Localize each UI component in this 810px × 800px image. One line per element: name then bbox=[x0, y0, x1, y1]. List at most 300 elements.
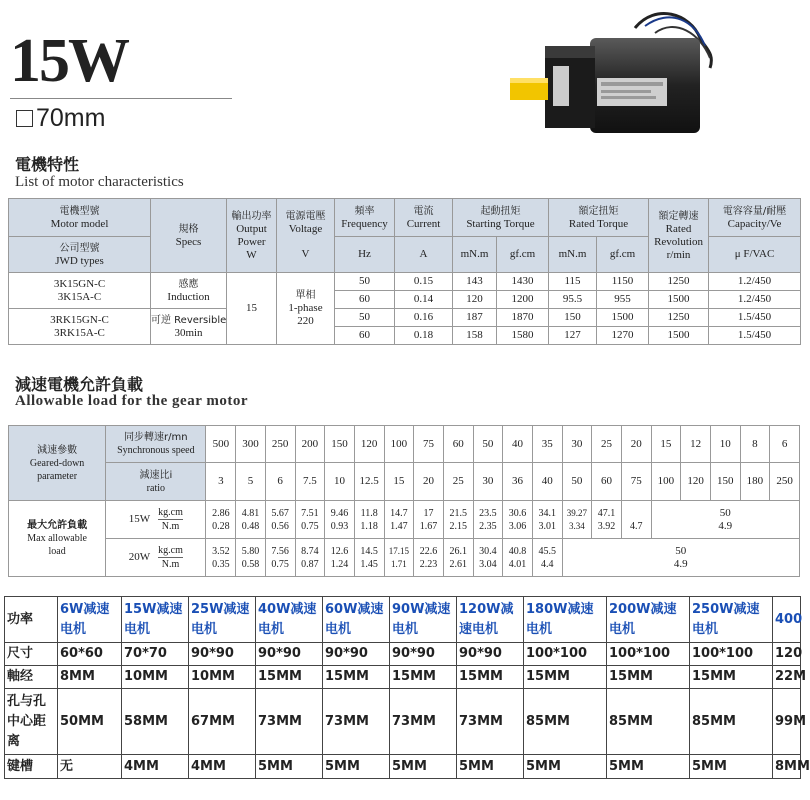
model-1: 3K15GN-C bbox=[53, 277, 106, 290]
cell: 10 bbox=[710, 426, 740, 463]
cell: 187 bbox=[453, 309, 497, 327]
cell bbox=[206, 501, 236, 539]
voltage-header bbox=[277, 199, 335, 273]
cell bbox=[325, 501, 355, 539]
motor-characteristics-title-en: List of motor characteristics bbox=[15, 174, 184, 190]
table-row bbox=[9, 309, 801, 327]
cell: 50 bbox=[562, 463, 592, 501]
value-nm: 0.35 bbox=[212, 558, 230, 570]
cell: 60 bbox=[443, 426, 473, 463]
voltage-header-cn: 電源電壓 bbox=[285, 211, 326, 222]
cell: 100*100 bbox=[607, 643, 690, 666]
value-kg: 22.6 bbox=[419, 545, 438, 557]
cell: 60W减速电机 bbox=[323, 597, 390, 643]
cell: 90*90 bbox=[256, 643, 323, 666]
cell: 12.5 bbox=[354, 463, 384, 501]
current-header-en: Current bbox=[406, 217, 441, 230]
value-nm: 2.15 bbox=[449, 520, 467, 532]
load-20w-max bbox=[562, 539, 799, 577]
cell: 1150 bbox=[597, 273, 649, 291]
spec-1-en: Induction bbox=[167, 290, 210, 303]
value-kg: 34.1 bbox=[538, 507, 556, 519]
power-header-en: Power bbox=[237, 235, 266, 248]
cell: 120 bbox=[773, 643, 801, 666]
cell: 90W减速电机 bbox=[390, 597, 457, 643]
allowable-load-table bbox=[8, 425, 800, 577]
cell: 15MM bbox=[256, 666, 323, 689]
rated-torque-header bbox=[549, 199, 649, 237]
cell: 15MM bbox=[607, 666, 690, 689]
cell: 5MM bbox=[607, 755, 690, 779]
value-nm: 0.75 bbox=[301, 520, 319, 532]
rated-torque-header-cn: 額定扭矩 bbox=[578, 205, 619, 217]
value-kg: 7.51 bbox=[301, 507, 319, 519]
cell: 100 bbox=[651, 463, 681, 501]
cell: 22M bbox=[773, 666, 801, 689]
unit-nm: N.m bbox=[161, 559, 180, 570]
shaft-row bbox=[5, 666, 801, 689]
model-header bbox=[9, 199, 151, 237]
cell: 70*70 bbox=[122, 643, 189, 666]
cell bbox=[236, 539, 266, 577]
t1-header-row-1 bbox=[9, 199, 801, 237]
voltage-unit: V bbox=[301, 248, 310, 260]
cell: 4MM bbox=[189, 755, 256, 779]
cell: 1580 bbox=[497, 327, 549, 345]
cell: 0.16 bbox=[395, 309, 453, 327]
cell: 4MM bbox=[122, 755, 189, 779]
cell: 120 bbox=[354, 426, 384, 463]
value-kg: 14.5 bbox=[360, 545, 378, 557]
rated-torque-unit-mnm: mN.m bbox=[549, 237, 597, 273]
value-nm: 4.4 bbox=[540, 558, 554, 570]
value-nm: 0.75 bbox=[271, 558, 289, 570]
value-kg: 30.4 bbox=[479, 545, 497, 557]
cell: 25 bbox=[443, 463, 473, 501]
cell bbox=[473, 539, 503, 577]
gear-motor-dimensions-table bbox=[4, 596, 810, 779]
cell: 35 bbox=[532, 426, 562, 463]
cell: 1430 bbox=[497, 273, 549, 291]
value-kg: 9.46 bbox=[330, 507, 349, 519]
cell: 25 bbox=[592, 426, 622, 463]
cell: 250 bbox=[265, 426, 295, 463]
frequency-header-en: Frequency bbox=[341, 217, 388, 230]
cell bbox=[562, 501, 592, 539]
max-load-en2: load bbox=[48, 546, 66, 557]
cell bbox=[384, 501, 414, 539]
value-kg: 4.81 bbox=[241, 507, 260, 519]
hole-label-3: 离 bbox=[7, 733, 21, 749]
max-load-header bbox=[9, 501, 106, 577]
specs-header-cn: 規格 bbox=[178, 223, 199, 235]
cell: 99M bbox=[773, 689, 801, 755]
model-header-en: Motor model bbox=[50, 217, 109, 230]
spec-group-1 bbox=[151, 273, 227, 309]
value-kg: 45.5 bbox=[538, 545, 556, 557]
value-nm: 3.92 bbox=[597, 520, 616, 532]
max-load-en: Max allowable bbox=[27, 533, 87, 544]
ratio-header bbox=[106, 463, 206, 501]
cell bbox=[503, 539, 533, 577]
keyway-row bbox=[5, 755, 801, 779]
cell: 100 bbox=[384, 426, 414, 463]
value-nm: 1.71 bbox=[390, 558, 407, 569]
spec-2-cn: 可逆 Reversible bbox=[151, 314, 227, 326]
capacity-header-cn: 電容容量/耐壓 bbox=[722, 205, 787, 217]
ratio-cn: 減速比i bbox=[139, 469, 173, 481]
power-row bbox=[5, 597, 801, 643]
cell: 58MM bbox=[122, 689, 189, 755]
cell: 120 bbox=[453, 291, 497, 309]
table-row bbox=[9, 273, 801, 291]
model-2b: 3RK15A-C bbox=[54, 326, 105, 339]
frame-size bbox=[16, 104, 105, 132]
value-nm: 1.18 bbox=[360, 520, 378, 532]
load-15w-row bbox=[9, 501, 800, 539]
cell: 85MM bbox=[607, 689, 690, 755]
cell: 75 bbox=[414, 426, 444, 463]
load-15w-label bbox=[106, 501, 206, 539]
value-kg: 23.5 bbox=[479, 507, 497, 519]
motor-characteristics-title-cn: 電機特性 bbox=[15, 155, 80, 174]
output-header-cn: 輸出功率 bbox=[231, 210, 272, 222]
value-nm: 2.23 bbox=[419, 558, 438, 570]
starting-torque-header-en: Starting Torque bbox=[466, 217, 535, 230]
cell: 30 bbox=[473, 463, 503, 501]
cell: 50 bbox=[335, 309, 395, 327]
rated-torque-unit-gfcm: gf.cm bbox=[597, 237, 649, 273]
cell bbox=[354, 501, 384, 539]
cell: 100*100 bbox=[690, 643, 773, 666]
voltage-number: 220 bbox=[297, 315, 314, 327]
row-label-hole bbox=[5, 689, 58, 755]
cell: 30 bbox=[562, 426, 592, 463]
value-nm: 3.06 bbox=[508, 520, 527, 532]
page-title: 15W bbox=[10, 27, 128, 95]
value-kg: 40.8 bbox=[508, 545, 527, 557]
square-symbol-icon bbox=[16, 110, 33, 127]
cell: 143 bbox=[453, 273, 497, 291]
value-kg: 50 bbox=[675, 544, 687, 557]
cell: 10MM bbox=[122, 666, 189, 689]
value-kg: 11.8 bbox=[360, 507, 378, 519]
value-nm: 4.9 bbox=[673, 557, 688, 570]
cell: 15MM bbox=[323, 666, 390, 689]
rated-speed-header-en: Rated bbox=[665, 222, 692, 235]
voltage-en: 1-phase bbox=[288, 302, 323, 314]
cell bbox=[414, 501, 444, 539]
cell: 60 bbox=[335, 291, 395, 309]
cell bbox=[236, 501, 266, 539]
cell: 6 bbox=[770, 426, 800, 463]
frequency-unit: Hz bbox=[335, 237, 395, 273]
value-nm: 1.45 bbox=[360, 558, 378, 570]
cell: 15 bbox=[651, 426, 681, 463]
value-nm: 0.28 bbox=[212, 520, 230, 532]
cell bbox=[384, 539, 414, 577]
cell bbox=[295, 501, 325, 539]
cell: 40 bbox=[532, 463, 562, 501]
allowable-load-title-en: Allowable load for the gear motor bbox=[15, 393, 248, 409]
cell: 20 bbox=[621, 426, 651, 463]
hole-label-1: 孔与孔 bbox=[7, 693, 47, 709]
cell: 1.2/450 bbox=[709, 273, 801, 291]
cell: 15MM bbox=[690, 666, 773, 689]
cell: 250 bbox=[770, 463, 800, 501]
row-label-shaft: 軸经 bbox=[5, 666, 58, 689]
cell: 1500 bbox=[597, 309, 649, 327]
cell bbox=[532, 501, 562, 539]
value-kg: 8.74 bbox=[301, 545, 319, 557]
model-group-1 bbox=[9, 273, 151, 309]
rated-speed-header-en2: Revolution bbox=[654, 235, 703, 248]
cell: 5MM bbox=[323, 755, 390, 779]
unit-kgcm: kg.cm bbox=[158, 507, 183, 518]
cell: 200W减速电机 bbox=[607, 597, 690, 643]
cell: 50MM bbox=[58, 689, 122, 755]
cell: 60 bbox=[592, 463, 622, 501]
value-nm: 0.87 bbox=[301, 558, 319, 570]
cell: 90*90 bbox=[189, 643, 256, 666]
cell bbox=[473, 501, 503, 539]
value-kg: 26.1 bbox=[449, 545, 467, 557]
cell: 3 bbox=[206, 463, 236, 501]
specs-header bbox=[151, 199, 227, 273]
cell: 73MM bbox=[256, 689, 323, 755]
value-kg: 47.1 bbox=[597, 507, 616, 519]
value-kg: 50 bbox=[719, 506, 731, 519]
geared-param-en: Geared-down bbox=[29, 457, 85, 469]
value-nm: 3.34 bbox=[569, 520, 585, 531]
sync-speed-en: Synchronous speed bbox=[117, 445, 195, 456]
cell: 40 bbox=[503, 426, 533, 463]
cell: 73MM bbox=[457, 689, 524, 755]
starting-torque-unit-mnm: mN.m bbox=[453, 237, 497, 273]
cell: 120W减速电机 bbox=[457, 597, 524, 643]
value-nm: 1.67 bbox=[419, 520, 438, 532]
company-header-cn: 公司型號 bbox=[59, 242, 100, 254]
cell: 115 bbox=[549, 273, 597, 291]
cell: 90*90 bbox=[390, 643, 457, 666]
cell: 90*90 bbox=[323, 643, 390, 666]
cell: 1.5/450 bbox=[709, 327, 801, 345]
row-label-power: 功率 bbox=[5, 597, 58, 643]
hole-label-2: 中心距 bbox=[7, 713, 47, 729]
cell: 5MM bbox=[524, 755, 607, 779]
value-nm: 0.48 bbox=[241, 520, 260, 532]
cell: 67MM bbox=[189, 689, 256, 755]
cell: 12 bbox=[681, 426, 711, 463]
cell: 25W减速电机 bbox=[189, 597, 256, 643]
value-nm: 0.93 bbox=[330, 520, 349, 532]
value-nm: 4.7 bbox=[629, 520, 643, 532]
max-load-cn: 最大允許負載 bbox=[27, 520, 88, 531]
cell: 0.18 bbox=[395, 327, 453, 345]
frequency-header bbox=[335, 199, 395, 237]
cell: 500 bbox=[206, 426, 236, 463]
value-kg: 39.27 bbox=[566, 507, 587, 518]
cell bbox=[325, 539, 355, 577]
geared-param-cn: 減速參數 bbox=[37, 444, 78, 456]
cell: 15MM bbox=[390, 666, 457, 689]
cell bbox=[443, 539, 473, 577]
cell: 1500 bbox=[649, 291, 709, 309]
cell: 1.2/450 bbox=[709, 291, 801, 309]
cell: 0.15 bbox=[395, 273, 453, 291]
current-header-cn: 電流 bbox=[413, 205, 434, 217]
cell: 0.14 bbox=[395, 291, 453, 309]
cell: 36 bbox=[503, 463, 533, 501]
cell: 15MM bbox=[457, 666, 524, 689]
cell: 5MM bbox=[690, 755, 773, 779]
value-nm: 4.01 bbox=[508, 558, 527, 570]
value-nm: 1.24 bbox=[330, 558, 349, 570]
cell: 400 bbox=[773, 597, 801, 643]
cell: 10 bbox=[325, 463, 355, 501]
sync-speed-header bbox=[106, 426, 206, 463]
cell: 73MM bbox=[390, 689, 457, 755]
value-nm: 4.9 bbox=[718, 519, 733, 532]
value-kg: 7.56 bbox=[271, 545, 289, 557]
value-kg: 5.67 bbox=[271, 507, 289, 519]
sync-speed-row bbox=[9, 426, 800, 463]
value-nm: 0.56 bbox=[271, 520, 289, 532]
frequency-header-cn: 頻率 bbox=[354, 205, 375, 217]
voltage-value bbox=[277, 273, 335, 345]
model-group-2 bbox=[9, 309, 151, 345]
hole-distance-row bbox=[5, 689, 801, 755]
cell: 120 bbox=[681, 463, 711, 501]
cell: 15MM bbox=[524, 666, 607, 689]
allowable-load-title-cn: 減速電機允許負載 bbox=[15, 375, 144, 394]
cell: 8 bbox=[740, 426, 770, 463]
value-nm: 3.04 bbox=[479, 558, 497, 570]
capacity-header bbox=[709, 199, 801, 237]
load-15w-max bbox=[651, 501, 799, 539]
load-20w-row bbox=[9, 539, 800, 577]
cell: 6W减速电机 bbox=[58, 597, 122, 643]
cell: 95.5 bbox=[549, 291, 597, 309]
cell: 73MM bbox=[323, 689, 390, 755]
cell bbox=[503, 501, 533, 539]
cell: 15 bbox=[384, 463, 414, 501]
cell: 85MM bbox=[524, 689, 607, 755]
unit-kgcm: kg.cm bbox=[158, 545, 183, 556]
cell: 40W减速电机 bbox=[256, 597, 323, 643]
voltage-header-en: Voltage bbox=[288, 223, 323, 235]
cell bbox=[414, 539, 444, 577]
motor-characteristics-table bbox=[8, 198, 801, 345]
ratio-row bbox=[9, 463, 800, 501]
cell: 1250 bbox=[649, 273, 709, 291]
cell: 1870 bbox=[497, 309, 549, 327]
cell: 7.5 bbox=[295, 463, 325, 501]
output-value: 15 bbox=[227, 273, 277, 345]
cell: 10MM bbox=[189, 666, 256, 689]
cell: 6 bbox=[265, 463, 295, 501]
cell: 1250 bbox=[649, 309, 709, 327]
voltage-cn: 單相 bbox=[295, 290, 316, 301]
cell: 1270 bbox=[597, 327, 649, 345]
value-kg: 17.15 bbox=[388, 545, 409, 556]
rated-torque-header-en: Rated Torque bbox=[568, 217, 629, 230]
starting-torque-header-cn: 起動扭矩 bbox=[480, 205, 521, 217]
geared-param-header bbox=[9, 426, 106, 501]
cell: 85MM bbox=[690, 689, 773, 755]
cell: 5MM bbox=[390, 755, 457, 779]
company-header-en: JWD types bbox=[55, 254, 104, 267]
value-kg: 5.80 bbox=[241, 545, 260, 557]
value-kg: 3.52 bbox=[212, 545, 230, 557]
cell bbox=[295, 539, 325, 577]
starting-torque-unit-gfcm: gf.cm bbox=[497, 237, 549, 273]
cell: 20 bbox=[414, 463, 444, 501]
cell: 8MM bbox=[773, 755, 801, 779]
value-nm: 2.61 bbox=[449, 558, 467, 570]
load-20w-label bbox=[106, 539, 206, 577]
cell: 150 bbox=[710, 463, 740, 501]
cell bbox=[592, 501, 622, 539]
cell: 5MM bbox=[256, 755, 323, 779]
cell: 无 bbox=[58, 755, 122, 779]
gear-motor-photo bbox=[505, 8, 720, 143]
cell bbox=[265, 539, 295, 577]
model-2: 3RK15GN-C bbox=[50, 313, 109, 326]
cell bbox=[265, 501, 295, 539]
capacity-header-en: Capacity/Ve bbox=[727, 217, 782, 230]
cell: 5 bbox=[236, 463, 266, 501]
cell: 15W减速电机 bbox=[122, 597, 189, 643]
power-20w: 20W bbox=[128, 551, 151, 563]
size-row bbox=[5, 643, 801, 666]
cell bbox=[206, 539, 236, 577]
cell: 75 bbox=[621, 463, 651, 501]
rated-speed-header bbox=[649, 199, 709, 273]
current-header bbox=[395, 199, 453, 237]
cell: 955 bbox=[597, 291, 649, 309]
capacity-unit: μ F/VAC bbox=[709, 237, 801, 273]
cell bbox=[532, 539, 562, 577]
cell: 1.5/450 bbox=[709, 309, 801, 327]
value-kg: 30.6 bbox=[508, 507, 527, 519]
cell: 300 bbox=[236, 426, 266, 463]
row-label-keyway: 键槽 bbox=[5, 755, 58, 779]
power-15w: 15W bbox=[128, 513, 151, 525]
sync-speed-cn: 同步轉速r/mn bbox=[124, 432, 188, 443]
model-header-cn: 電機型號 bbox=[59, 205, 100, 217]
cell: 50 bbox=[473, 426, 503, 463]
cell: 1200 bbox=[497, 291, 549, 309]
cell: 150 bbox=[325, 426, 355, 463]
cell: 100*100 bbox=[524, 643, 607, 666]
cell: 1500 bbox=[649, 327, 709, 345]
cell: 5MM bbox=[457, 755, 524, 779]
cell: 60 bbox=[335, 327, 395, 345]
frame-size-value: 70mm bbox=[36, 104, 106, 132]
cell: 60*60 bbox=[58, 643, 122, 666]
value-kg: 21.5 bbox=[449, 507, 467, 519]
current-unit: A bbox=[395, 237, 453, 273]
cell: 127 bbox=[549, 327, 597, 345]
company-type-header bbox=[9, 237, 151, 273]
output-unit: W bbox=[246, 248, 257, 261]
spec-1-cn: 感應 bbox=[178, 278, 199, 290]
value-kg: 17 bbox=[423, 507, 434, 519]
spec-group-2 bbox=[151, 309, 227, 345]
cell: 8MM bbox=[58, 666, 122, 689]
geared-param-en2: parameter bbox=[37, 470, 78, 482]
